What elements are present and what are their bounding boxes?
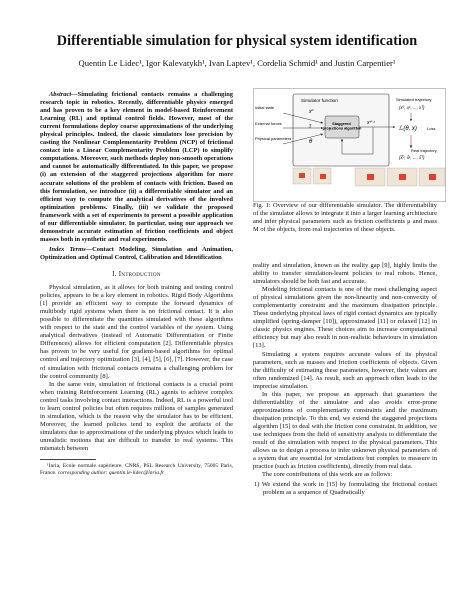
index-terms-label: Index Terms— xyxy=(49,245,93,253)
author-list: Quentin Le Lidec¹, Igor Kalevatykh¹, Ivan Laptev¹, Cordelia Schmid¹ and Justin Carpentier¹ xyxy=(78,58,396,68)
staggered-label-line-1: Staggered xyxy=(332,122,351,126)
simulator-function-label: Simulator function xyxy=(301,98,338,103)
math-loss: ℒ(θ, x) xyxy=(399,126,417,132)
right-paragraph-1: reality and simulation, known as the reality gap [9], highly limits the ability to transfer simulation-learnt policies to real robots. Hence, simulators should be both fast and accurate. xyxy=(253,262,437,286)
left-column xyxy=(40,91,233,476)
math-sim-traj: (x⁰, x¹, ..., xᵀ) xyxy=(399,105,425,110)
contribution-item-1: 1) We extend the work in [15] by formulating the frictional contact problem as a sequence of Quadratically xyxy=(254,481,437,497)
cube-frame-2 xyxy=(399,174,406,180)
staggered-label-line-2: projections algorithm xyxy=(322,126,362,131)
cube-2 xyxy=(320,174,326,179)
right-paragraph-4: In this paper, we propose an approach that guarantees the differentiability of the simulator and also avoids error-prone approximations of complementarity constraints and the maximum dissipation principle. To this end, we extend the staggered projections algorithm [15] to deal with the friction cone constraint. In addition, we use techniques from the field of sensitivity analysis to differentiate the result of the simulation with respect to the physical parameters. This allows us to design a process to infer unknown physical parameters of a system that are essential for simulations but complex to measure in practice (such as friction coefficients), directly from real data. xyxy=(253,390,437,471)
footnote-rule xyxy=(40,459,96,460)
footnote-contact: corresponding author: quentin.le-lidec@inria.fr xyxy=(57,469,165,476)
index-terms-text: Contact Modeling, Simulation and Animation, Optimization and Optimal Control, Calibration and Identification xyxy=(40,245,233,261)
figure-1-diagram xyxy=(253,88,446,202)
abstract-label: Abstract— xyxy=(49,91,78,98)
math-x0: x⁰ xyxy=(309,109,314,115)
right-paragraph-5: The core contributions of this work are as follows: xyxy=(262,471,393,479)
cube-1 xyxy=(299,173,305,178)
footnote xyxy=(40,463,233,476)
right-column xyxy=(253,262,437,497)
right-paragraph-3: Simulating a system requires accurate values of its physical parameters, such as masses and friction coefficients of objects. Given the difficulty of estimating these parameters, however, their values are often randomized [14]. As result, such an approach often leads to the imprecise simulation. xyxy=(253,350,437,390)
loss-label: Loss xyxy=(427,126,436,131)
math-x-next: xᵗ⁺¹ xyxy=(367,120,375,126)
physical-parameters-label: Physical parameters xyxy=(255,136,292,141)
intro-paragraph-2: In the same vein, simulation of frictional contacts is a crucial point when training Reinforcement Learning (RL) agents to achieve complex control tasks involving contact interactions. Indeed, RL is a powerful tool to learn control policies but often requires millions of samples generated in simulation, which is the reason why the simulator has to be efficient. Moreover, the learned policies tend to exploit the artifacts of the simulators due to approximations of the underlying physics which leads to unrealistic motions that are difficult to transfer to real systems. This mismatch between xyxy=(40,380,233,452)
real-trajectory-label: Real trajectory xyxy=(411,148,437,153)
abstract xyxy=(40,91,233,244)
section-title-introduction: I. Introduction xyxy=(112,270,161,278)
cube-frame-3 xyxy=(429,174,436,180)
initial-state-label: Initial state xyxy=(255,105,275,110)
index-terms xyxy=(40,246,233,262)
external-forces-label: External forces xyxy=(255,121,282,126)
intro-paragraph-1: Physical simulation, as it allows for both training and testing control policies, appears to be a key element in robotics. Rigid Body Algorithms [1] provide an efficient way to compute the forward dynamics of multibody rigid systems when there is no frictional contact. It is also possible to differentiate the quantities simulated with these algorithms with respect to the state and the control variables of the system. Using analytical derivatives (instead of Automatic Differentiation or Finite Differences) allows for efficient computation [2]. Differentiable physics has proven to be very useful for gradient-based algorithms for optimal control and trajectory optimization [3], [4], [5], [6], [7]. However, the case of simulation with frictional contacts remains a challenging problem for the control community [8]. xyxy=(40,284,233,380)
figure-1-caption: Fig. 1: Overview of our differentiable simulator. The differentiability of the simulator allows to integrate it into a larger learning architecture and infer physical parameters such as friction coefficients μ and mass M of the objects, from real trajectories of these objects. xyxy=(253,202,437,234)
right-paragraph-2: Modeling frictional contacts is one of the most challenging aspect of physical simulations given the non-linearity and non-convexity of complementarity constraint and the maximum dissipation principle. These underlying physical laws of rigid contact dynamics are typically simplified (spring-damper [10]), approximated [11] or relaxed [12] in classic physics engines. These choices aim to increase computational efficiency but may also result in non-realistic behaviours in simulation [13]. xyxy=(253,286,437,350)
abstract-text: Simulating frictional contacts remains a challenging research topic in robotics. Recently, differentiable physics emerged and has proven to be a key element in model-based Reinforcement Learning (RL) and optimal control fields. However, most of the current formulations deploy coarse approximations of the underlying physical principles. Indeed, the classic simulators lose precision by casting the Nonlinear Complementarity Problem (NCP) of frictional contact into a Linear Complementarity Problem (LCP) to simplify computations. Moreover, such methods deploy non-smooth operations and cannot be automatically differentiated. In this paper, we propose (i) an extension of the staggered projections algorithm for more accurate solutions of the problem of contacts with friction. Based on this formulation, we introduce (ii) a differentiable simulator and an efficient way to compute the analytical derivatives of the involved optimization problems. Finally, (iii) we validate the proposed framework with a set of experiments to present a possible application of our differentiable simulator. In particular, using our approach we demonstrate accurate estimation of friction coefficients and object masses both in synthetic and real experiments. xyxy=(40,91,233,243)
simulated-trajectory-label: Simulated trajectory xyxy=(396,97,432,102)
cube-frame-1 xyxy=(367,174,374,180)
math-tau: τ xyxy=(309,124,312,130)
footnote-affiliation: ¹Inria, Ecole normale supérieure, CNRS, PSL Research University, 75005 Paris, France. xyxy=(40,463,233,476)
paper-title: Differentiable simulation for physical system identification xyxy=(56,33,418,49)
math-theta: θ xyxy=(309,139,313,145)
math-real-traj: (x̃⁰, x̃¹, ..., x̃ᵀ) xyxy=(399,155,425,160)
